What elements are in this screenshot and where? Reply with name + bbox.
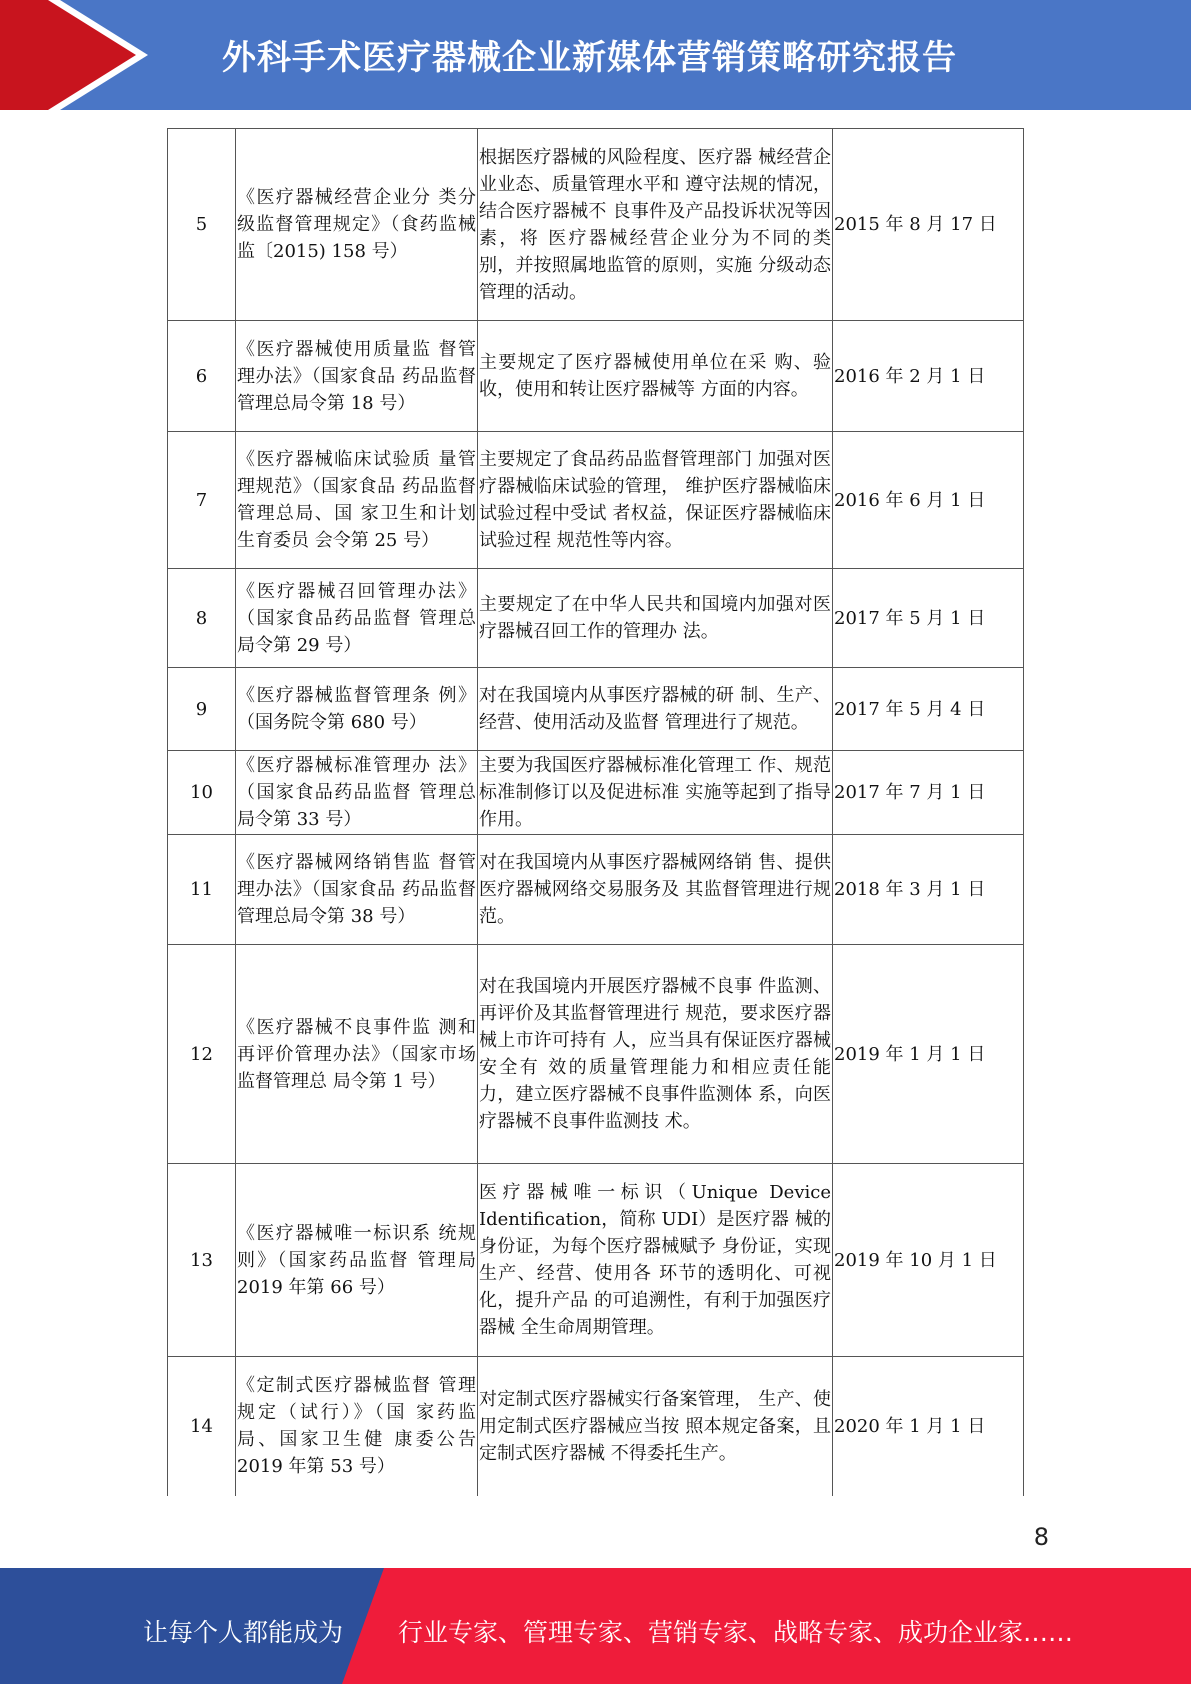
report-title: 外科手术医疗器械企业新媒体营销策略研究报告 bbox=[222, 38, 957, 78]
table-row bbox=[168, 321, 1024, 432]
regulation-name: 《医疗器械临床试验质 量管理规范》（国家食品 药品监督管理总局、国 家卫生和计划生育委员 会令第 25 号） bbox=[236, 432, 478, 569]
row-number: 12 bbox=[168, 945, 236, 1164]
regulation-description: 主要规定了医疗器械使用单位在采 购、验收，使用和转让医疗器械等 方面的内容。 bbox=[478, 321, 833, 432]
page-header bbox=[0, 0, 1191, 110]
row-number: 7 bbox=[168, 432, 236, 569]
table-row bbox=[168, 751, 1024, 835]
regulation-name: 《医疗器械经营企业分 类分级监督管理规定》（食药监械监〔2015) 158 号） bbox=[236, 129, 478, 321]
row-number: 9 bbox=[168, 668, 236, 751]
table-row bbox=[168, 1164, 1024, 1357]
table-row bbox=[168, 835, 1024, 945]
regulation-name: 《医疗器械唯一标识系 统规则》（国家药品监督 管理局 2019 年第 66 号） bbox=[236, 1164, 478, 1357]
regulation-description: 根据医疗器械的风险程度、医疗器 械经营企业业态、质量管理水平和 遵守法规的情况，结合医疗器械不 良事件及产品投诉状况等因素，将 医疗器械经营企业分为不同的类 别，并按照属地监管的原则，实施 分级动态管理的活动。 bbox=[478, 129, 833, 321]
row-number: 10 bbox=[168, 751, 236, 835]
effective-date: 2019 年 10 月 1 日 bbox=[833, 1164, 1024, 1357]
regulation-name: 《医疗器械使用质量监 督管理办法》（国家食品 药品监督管理总局令第 18 号） bbox=[236, 321, 478, 432]
effective-date: 2017 年 5 月 4 日 bbox=[833, 668, 1024, 751]
effective-date: 2018 年 3 月 1 日 bbox=[833, 835, 1024, 945]
regulation-name: 《医疗器械不良事件监 测和再评价管理办法》（国家市场监督管理总 局令第 1 号） bbox=[236, 945, 478, 1164]
table-row bbox=[168, 432, 1024, 569]
row-number: 5 bbox=[168, 129, 236, 321]
page-number: 8 bbox=[1033, 1523, 1049, 1551]
regulation-name: 《医疗器械网络销售监 督管理办法》（国家食品 药品监督管理总局令第 38 号） bbox=[236, 835, 478, 945]
regulations-table bbox=[167, 128, 1024, 1496]
regulation-name: 《医疗器械标准管理办 法》（国家食品药品监督 管理总局令第 33 号） bbox=[236, 751, 478, 835]
page-footer bbox=[0, 1568, 1191, 1684]
footer-slogan-right: 行业专家、管理专家、营销专家、战略专家、成功企业家…… bbox=[398, 1618, 1074, 1647]
effective-date: 2019 年 1 月 1 日 bbox=[833, 945, 1024, 1164]
regulation-description: 主要为我国医疗器械标准化管理工 作、规范标准制修订以及促进标准 实施等起到了指导作用。 bbox=[478, 751, 833, 835]
effective-date: 2017 年 5 月 1 日 bbox=[833, 569, 1024, 668]
regulation-description: 对在我国境内从事医疗器械的研 制、生产、经营、使用活动及监督 管理进行了规范。 bbox=[478, 668, 833, 751]
row-number: 6 bbox=[168, 321, 236, 432]
regulation-description: 医疗器械唯一标识（Unique Device Identification，简称 UDI）是医疗器 械的身份证，为每个医疗器械赋予 身份证，实现生产、经营、使用各 环节的透明化、可视化，提升产品 的可追溯性，有利于加强医疗器械 全生命周期管理。 bbox=[478, 1164, 833, 1357]
row-number: 11 bbox=[168, 835, 236, 945]
table-row bbox=[168, 668, 1024, 751]
effective-date: 2016 年 2 月 1 日 bbox=[833, 321, 1024, 432]
regulation-description: 对在我国境内从事医疗器械网络销 售、提供医疗器械网络交易服务及 其监督管理进行规范。 bbox=[478, 835, 833, 945]
table-row bbox=[168, 945, 1024, 1164]
regulation-description: 对定制式医疗器械实行备案管理， 生产、使用定制式医疗器械应当按 照本规定备案，且定制式医疗器械 不得委托生产。 bbox=[478, 1357, 833, 1496]
table-row bbox=[168, 569, 1024, 668]
effective-date: 2015 年 8 月 17 日 bbox=[833, 129, 1024, 321]
effective-date: 2020 年 1 月 1 日 bbox=[833, 1357, 1024, 1496]
effective-date: 2017 年 7 月 1 日 bbox=[833, 751, 1024, 835]
row-number: 13 bbox=[168, 1164, 236, 1357]
row-number: 8 bbox=[168, 569, 236, 668]
regulation-name: 《医疗器械监督管理条 例》（国务院令第 680 号） bbox=[236, 668, 478, 751]
regulation-description: 对在我国境内开展医疗器械不良事 件监测、再评价及其监督管理进行 规范，要求医疗器械上市许可持有 人，应当具有保证医疗器械安全有 效的质量管理能力和相应责任能 力，建立医疗器械不良事件监测体 系，向医疗器械不良事件监测技 术。 bbox=[478, 945, 833, 1164]
regulation-description: 主要规定了在中华人民共和国境内加强对医疗器械召回工作的管理办 法。 bbox=[478, 569, 833, 668]
table-row bbox=[168, 129, 1024, 321]
footer-slogan-left: 让每个人都能成为 bbox=[143, 1618, 344, 1647]
regulation-name: 《定制式医疗器械监督 管理规定（试行）》（国 家药监局、国家卫生健 康委公告 2019 年第 53 号） bbox=[236, 1357, 478, 1496]
effective-date: 2016 年 6 月 1 日 bbox=[833, 432, 1024, 569]
table-row bbox=[168, 1357, 1024, 1496]
regulation-name: 《医疗器械召回管理办法》（国家食品药品监督 管理总局令第 29 号） bbox=[236, 569, 478, 668]
row-number: 14 bbox=[168, 1357, 236, 1496]
regulation-description: 主要规定了食品药品监督管理部门 加强对医疗器械临床试验的管理， 维护医疗器械临床试验过程中受试 者权益，保证医疗器械临床试验过程 规范性等内容。 bbox=[478, 432, 833, 569]
